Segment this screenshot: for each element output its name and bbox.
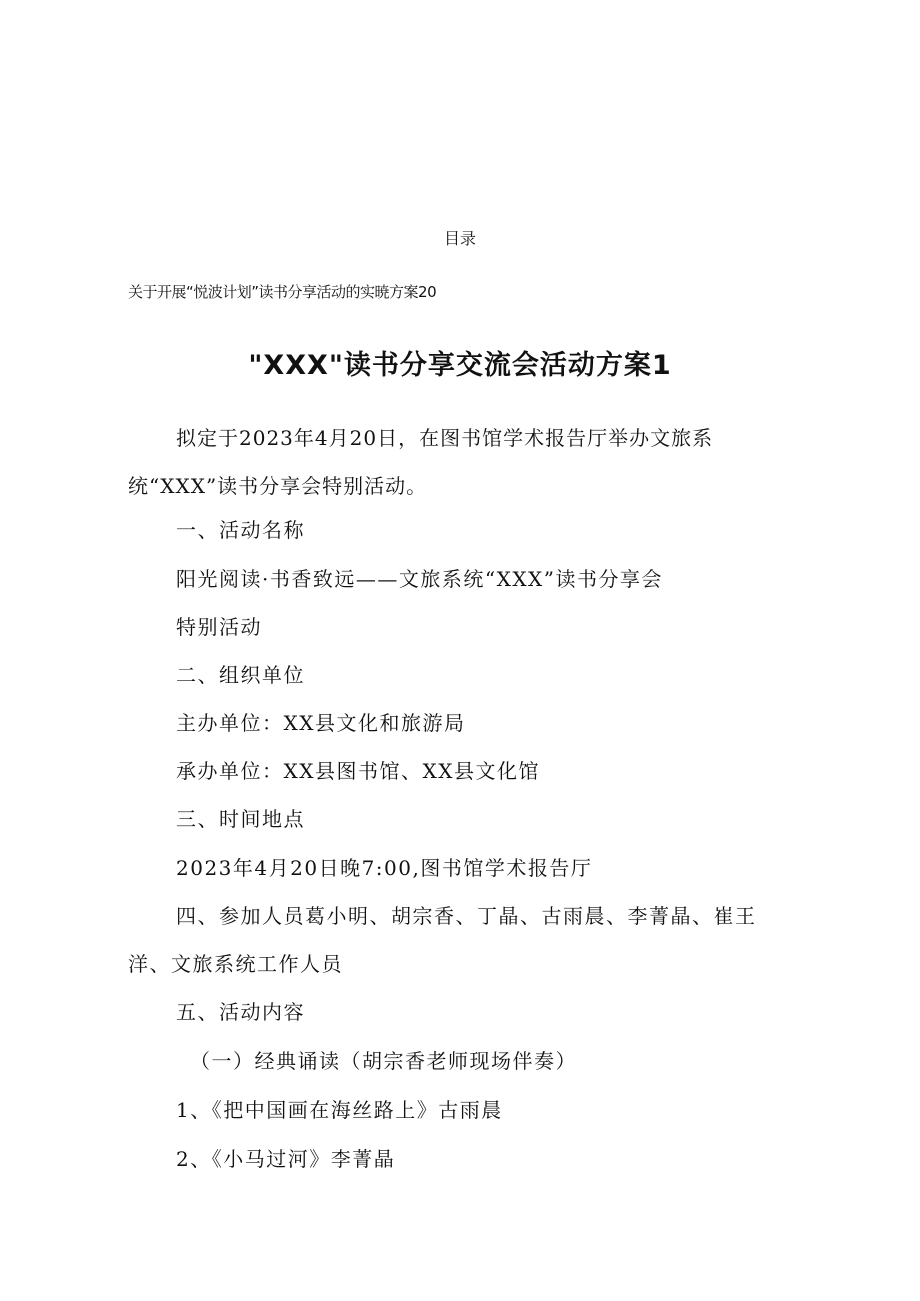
section5-heading: 五、活动内容 (176, 1000, 305, 1024)
toc-heading: 目录 (443, 229, 476, 248)
section1-line1: 阳光阅读·书香致远——文旅系统“XXX”读书分享会 (176, 567, 664, 591)
section3-detail: 2023年4月20日晚7:00,图书馆学术报告厅 (176, 856, 593, 880)
section3-heading: 三、时间地点 (176, 807, 305, 831)
section1-heading: 一、活动名称 (176, 518, 305, 542)
section1-line2: 特别活动 (176, 615, 262, 639)
content-item-1: 1、《把中国画在海丝路上》古雨晨 (176, 1098, 503, 1122)
section2-organizer: 承办单位：XX县图书馆、XX县文化馆 (176, 759, 540, 783)
document-title: "XXX"读书分享交流会活动方案1 (248, 350, 672, 381)
subsection1-heading: （一）经典诵读（胡宗香老师现场伴奏） (190, 1049, 577, 1073)
section4-line2: 洋、文旅系统工作人员 (128, 952, 343, 976)
toc-entry[interactable]: 关于开展“悦波计划”读书分享活动的实暁方案20 (128, 283, 437, 301)
content-item-2: 2、《小马过河》李菁晶 (176, 1147, 396, 1171)
section2-heading: 二、组织单位 (176, 663, 305, 687)
section2-host: 主办单位：XX县文化和旅游局 (176, 711, 466, 735)
section4-line1: 四、参加人员葛小明、胡宗香、丁晶、古雨晨、李菁晶、崔王 (176, 904, 757, 928)
intro-paragraph: 拟定于2023年4月20日，在图书馆学术报告厅举办文旅系统“XXX”读书分享会特别活动。 (128, 426, 714, 498)
